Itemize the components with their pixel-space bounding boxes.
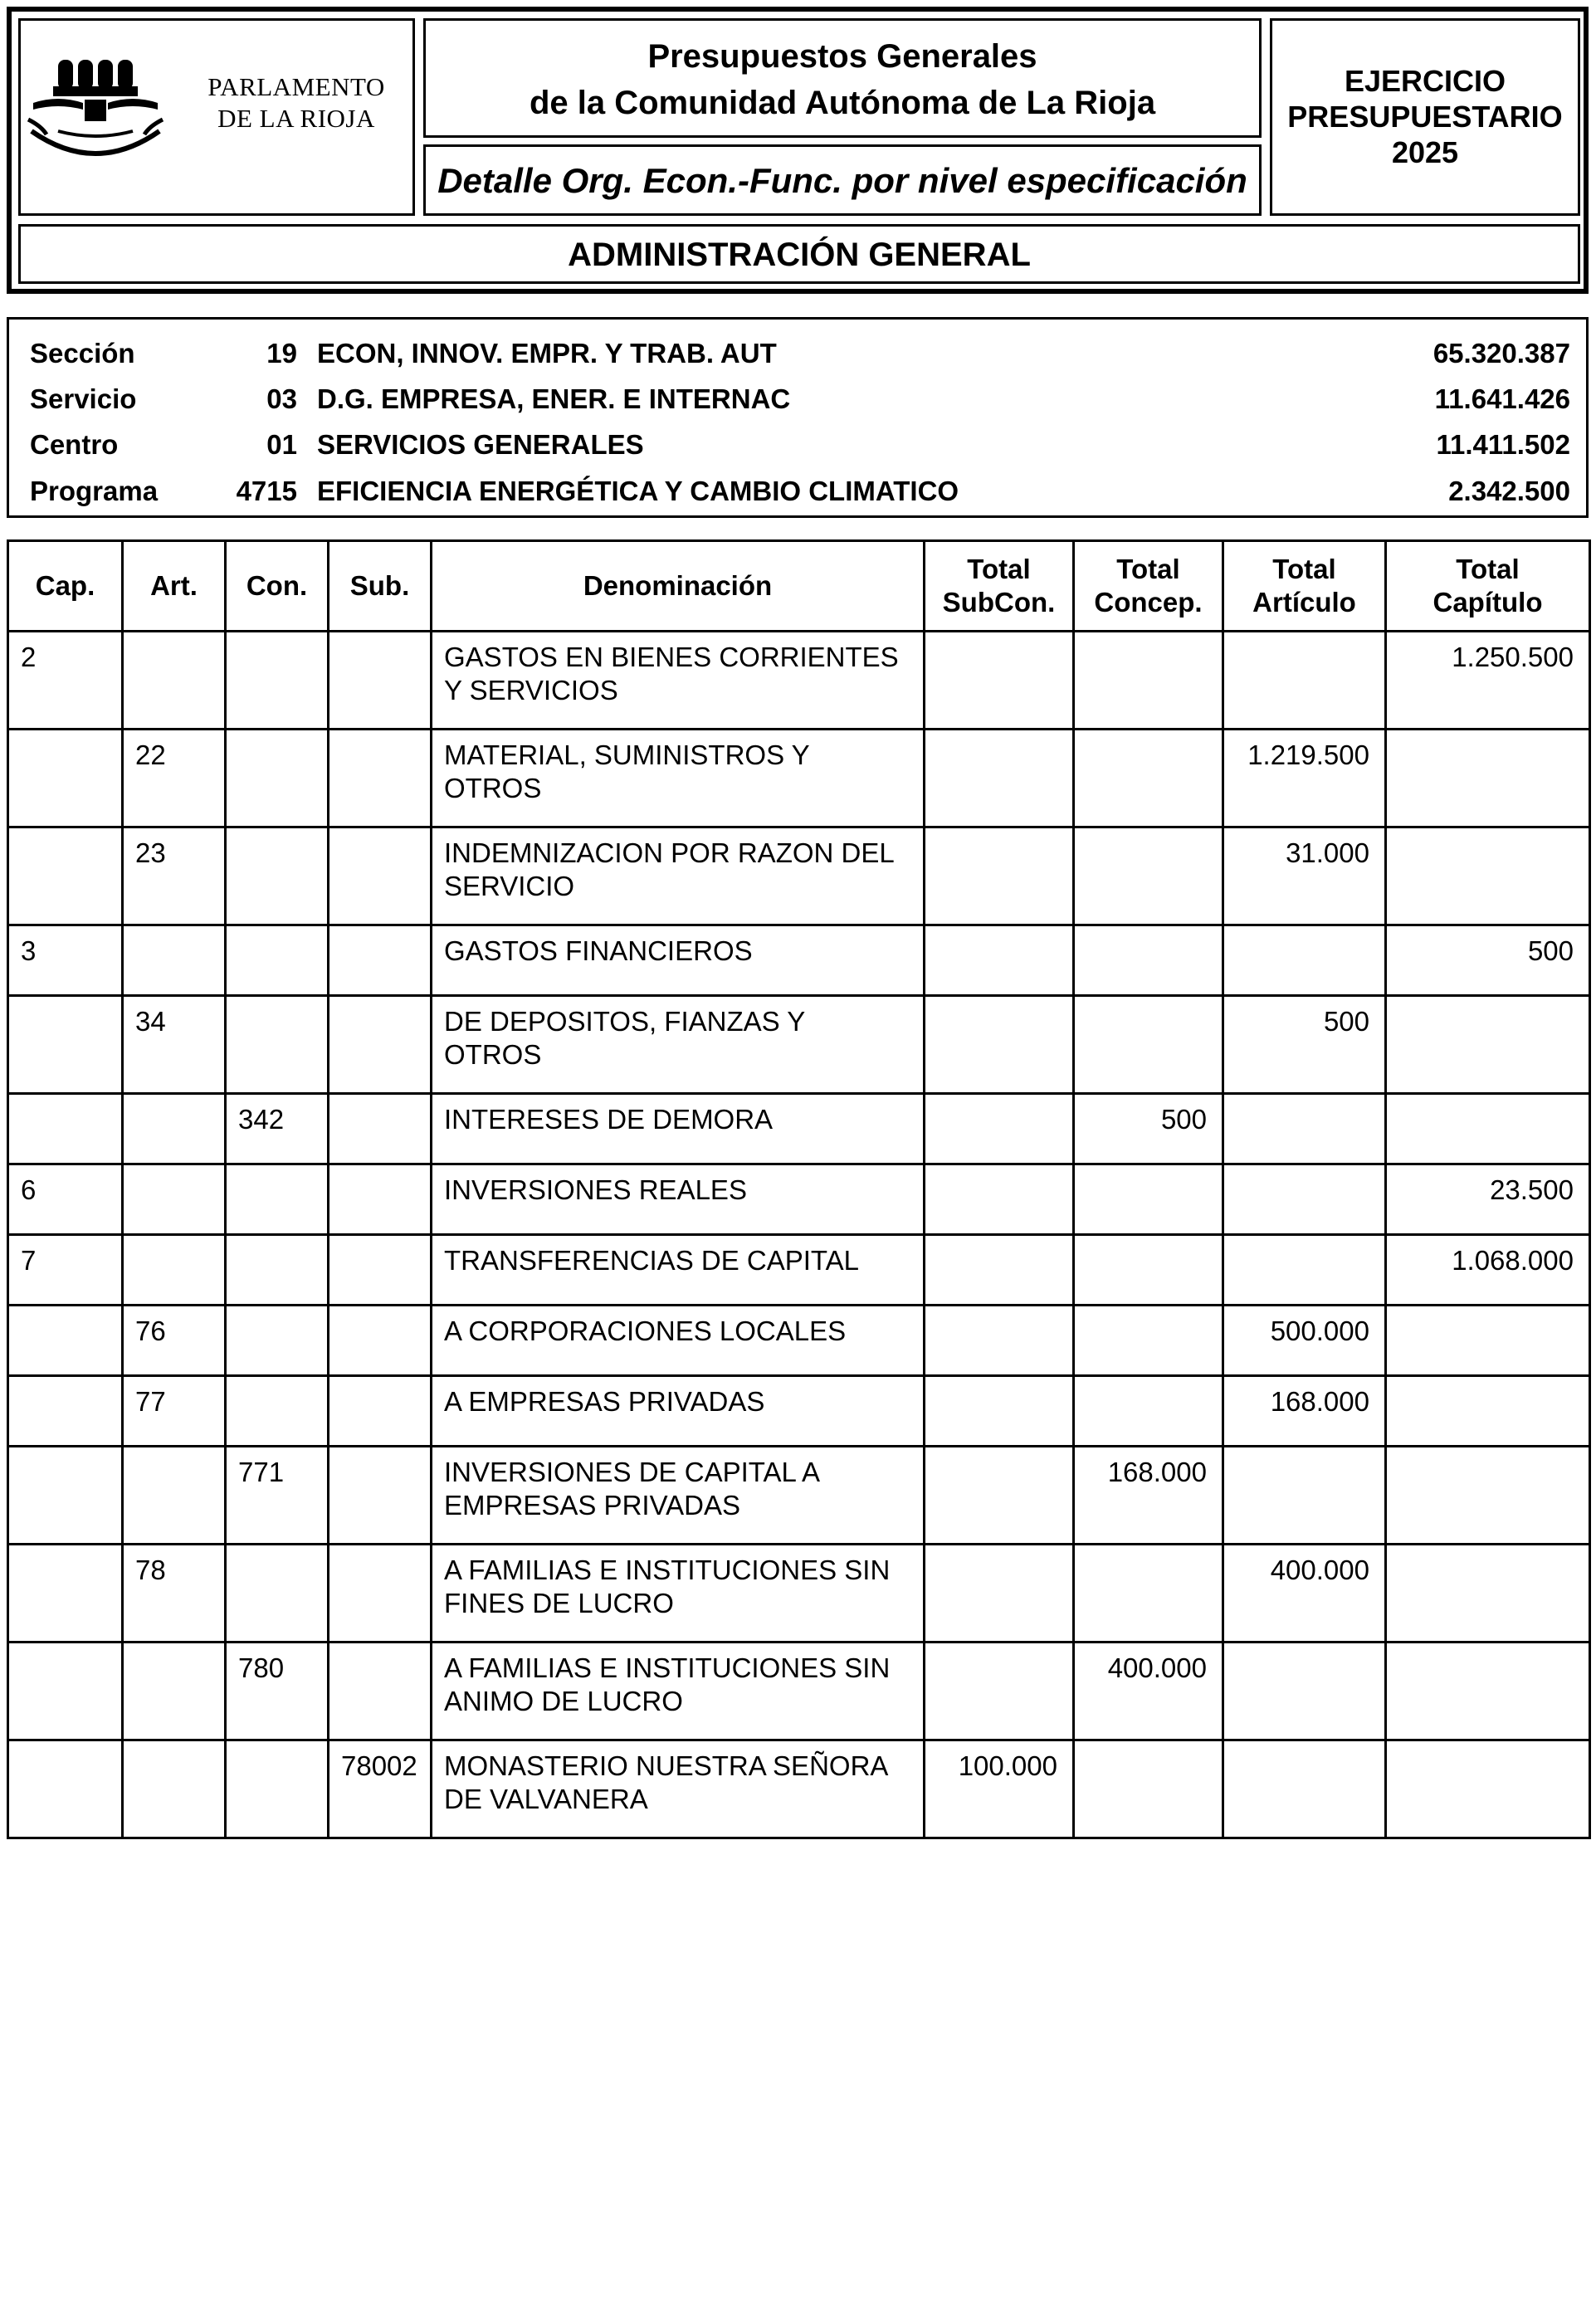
cell-total-capitulo bbox=[1386, 1094, 1590, 1164]
cell-denominacion bbox=[432, 1306, 925, 1376]
info-code: 19 bbox=[266, 338, 297, 369]
cell-total-concep: 168.000 bbox=[1074, 1447, 1223, 1545]
header-total-articulo-line1: Total bbox=[1272, 554, 1336, 584]
table-row bbox=[8, 996, 1590, 1094]
cell-cap bbox=[8, 1306, 123, 1376]
header-total-subcon-line2: SubCon. bbox=[942, 587, 1056, 617]
cell-cap bbox=[8, 1376, 123, 1447]
cell-total-articulo bbox=[1223, 632, 1386, 730]
denominacion-line2: EMPRESAS PRIVADAS bbox=[444, 1490, 740, 1521]
cell-total-subcon bbox=[925, 1376, 1074, 1447]
cell-total-subcon bbox=[925, 1643, 1074, 1740]
cell-total-concep bbox=[1074, 827, 1223, 925]
cell-total-articulo: 500 bbox=[1223, 996, 1386, 1094]
denominacion-line2: DE VALVANERA bbox=[444, 1784, 648, 1814]
cell-denominacion bbox=[432, 1235, 925, 1306]
cell-total-concep: 500 bbox=[1074, 1094, 1223, 1164]
header-total-subcon bbox=[925, 541, 1074, 632]
cell-total-articulo bbox=[1223, 1643, 1386, 1740]
cell-sub bbox=[329, 1235, 432, 1306]
title-line2: de la Comunidad Autónoma de La Rioja bbox=[529, 85, 1156, 121]
cell-total-articulo: 31.000 bbox=[1223, 827, 1386, 925]
cell-total-subcon bbox=[925, 1235, 1074, 1306]
cell-total-capitulo: 1.250.500 bbox=[1386, 632, 1590, 730]
cell-con: 771 bbox=[226, 1447, 329, 1545]
header-total-concep bbox=[1074, 541, 1223, 632]
table-row bbox=[8, 1545, 1590, 1643]
cell-total-capitulo bbox=[1386, 730, 1590, 827]
cell-total-subcon bbox=[925, 1094, 1074, 1164]
budget-table bbox=[7, 539, 1591, 1839]
cell-sub bbox=[329, 1447, 432, 1545]
cell-total-concep: 400.000 bbox=[1074, 1643, 1223, 1740]
info-label: Centro bbox=[30, 429, 119, 460]
cell-sub bbox=[329, 1643, 432, 1740]
cell-denominacion bbox=[432, 1376, 925, 1447]
denominacion-line1: GASTOS EN BIENES CORRIENTES bbox=[444, 642, 899, 672]
cell-total-capitulo bbox=[1386, 996, 1590, 1094]
cell-con bbox=[226, 730, 329, 827]
cell-cap bbox=[8, 1094, 123, 1164]
exercise-label bbox=[1270, 63, 1580, 170]
table-row bbox=[8, 925, 1590, 996]
cell-total-concep bbox=[1074, 1164, 1223, 1235]
cell-total-capitulo bbox=[1386, 1643, 1590, 1740]
cell-art: 22 bbox=[123, 730, 226, 827]
header-art: Art. bbox=[123, 541, 226, 632]
parliament-emblem-icon bbox=[25, 51, 191, 168]
header-total-articulo-line2: Artículo bbox=[1252, 587, 1356, 617]
cell-total-subcon bbox=[925, 827, 1074, 925]
cell-total-articulo: 400.000 bbox=[1223, 1545, 1386, 1643]
table-row bbox=[8, 632, 1590, 730]
title-line1: Presupuestos Generales bbox=[647, 38, 1037, 75]
table-header-row bbox=[8, 541, 1590, 632]
denominacion-line2: ANIMO DE LUCRO bbox=[444, 1686, 683, 1716]
table-row bbox=[8, 1094, 1590, 1164]
cell-total-subcon: 100.000 bbox=[925, 1740, 1074, 1838]
info-row bbox=[7, 422, 1589, 467]
info-label: Sección bbox=[30, 338, 135, 369]
table-row bbox=[8, 1235, 1590, 1306]
info-row bbox=[7, 376, 1589, 422]
cell-con bbox=[226, 1235, 329, 1306]
info-amount: 11.641.426 bbox=[1434, 383, 1570, 414]
denominacion-line1: A CORPORACIONES LOCALES bbox=[444, 1316, 847, 1346]
cell-total-concep bbox=[1074, 1306, 1223, 1376]
cell-sub bbox=[329, 1306, 432, 1376]
header-cap: Cap. bbox=[8, 541, 123, 632]
cell-total-articulo bbox=[1223, 1164, 1386, 1235]
budget-table-body bbox=[8, 632, 1590, 1838]
info-name: D.G. EMPRESA, ENER. E INTERNAC bbox=[317, 383, 791, 414]
document-subtitle: Detalle Org. Econ.-Func. por nivel especificación bbox=[437, 161, 1247, 200]
cell-art bbox=[123, 1740, 226, 1838]
cell-sub bbox=[329, 1164, 432, 1235]
denominacion-line1: GASTOS FINANCIEROS bbox=[444, 935, 753, 966]
cell-denominacion bbox=[432, 925, 925, 996]
cell-art bbox=[123, 632, 226, 730]
cell-con bbox=[226, 1164, 329, 1235]
table-row bbox=[8, 1306, 1590, 1376]
header-total-capitulo-line1: Total bbox=[1456, 554, 1520, 584]
cell-con bbox=[226, 1740, 329, 1838]
info-row bbox=[7, 330, 1589, 376]
cell-total-subcon bbox=[925, 730, 1074, 827]
cell-con bbox=[226, 1545, 329, 1643]
denominacion-line1: A EMPRESAS PRIVADAS bbox=[444, 1386, 765, 1417]
parliament-line2: DE LA RIOJA bbox=[217, 104, 375, 133]
cell-total-capitulo bbox=[1386, 1740, 1590, 1838]
header-total-subcon-line1: Total bbox=[967, 554, 1031, 584]
denominacion-line1: MONASTERIO NUESTRA SEÑORA bbox=[444, 1750, 889, 1781]
cell-art: 23 bbox=[123, 827, 226, 925]
table-row bbox=[8, 1447, 1590, 1545]
cell-art: 78 bbox=[123, 1545, 226, 1643]
info-label: Programa bbox=[30, 476, 159, 506]
cell-total-capitulo bbox=[1386, 1545, 1590, 1643]
cell-con bbox=[226, 632, 329, 730]
cell-total-concep bbox=[1074, 925, 1223, 996]
cell-art bbox=[123, 1235, 226, 1306]
info-label: Servicio bbox=[30, 383, 137, 414]
cell-art: 76 bbox=[123, 1306, 226, 1376]
cell-total-concep bbox=[1074, 730, 1223, 827]
table-row bbox=[8, 1643, 1590, 1740]
header-total-articulo bbox=[1223, 541, 1386, 632]
cell-total-capitulo bbox=[1386, 1376, 1590, 1447]
cell-con: 780 bbox=[226, 1643, 329, 1740]
denominacion-line1: MATERIAL, SUMINISTROS Y bbox=[444, 740, 810, 770]
cell-art bbox=[123, 1094, 226, 1164]
cell-total-articulo bbox=[1223, 1740, 1386, 1838]
cell-denominacion bbox=[432, 1740, 925, 1838]
cell-total-concep bbox=[1074, 632, 1223, 730]
cell-denominacion bbox=[432, 730, 925, 827]
document-title bbox=[423, 33, 1262, 126]
cell-con bbox=[226, 827, 329, 925]
info-code: 03 bbox=[266, 383, 297, 414]
cell-total-subcon bbox=[925, 925, 1074, 996]
cell-denominacion bbox=[432, 996, 925, 1094]
table-row bbox=[8, 1376, 1590, 1447]
cell-art bbox=[123, 925, 226, 996]
cell-denominacion bbox=[432, 1447, 925, 1545]
exercise-year: 2025 bbox=[1391, 135, 1459, 169]
cell-art bbox=[123, 1447, 226, 1545]
header-total-capitulo-line2: Capítulo bbox=[1432, 587, 1543, 617]
cell-total-capitulo: 1.068.000 bbox=[1386, 1235, 1590, 1306]
cell-total-subcon bbox=[925, 1545, 1074, 1643]
denominacion-line1: TRANSFERENCIAS DE CAPITAL bbox=[444, 1245, 859, 1276]
cell-cap bbox=[8, 1545, 123, 1643]
cell-denominacion bbox=[432, 1643, 925, 1740]
denominacion-line1: INVERSIONES REALES bbox=[444, 1174, 747, 1205]
denominacion-line1: INVERSIONES DE CAPITAL A bbox=[444, 1457, 820, 1487]
cell-total-articulo: 1.219.500 bbox=[1223, 730, 1386, 827]
table-row bbox=[8, 827, 1590, 925]
denominacion-line2: Y SERVICIOS bbox=[444, 675, 618, 705]
table-row bbox=[8, 730, 1590, 827]
info-amount: 2.342.500 bbox=[1448, 476, 1570, 506]
cell-denominacion bbox=[432, 1094, 925, 1164]
cell-art: 34 bbox=[123, 996, 226, 1094]
info-name: EFICIENCIA ENERGÉTICA Y CAMBIO CLIMATICO bbox=[317, 476, 959, 506]
header-sub: Sub. bbox=[329, 541, 432, 632]
cell-total-subcon bbox=[925, 632, 1074, 730]
header-con: Con. bbox=[226, 541, 329, 632]
administration-title: ADMINISTRACIÓN GENERAL bbox=[568, 237, 1031, 273]
cell-sub bbox=[329, 632, 432, 730]
info-name: ECON, INNOV. EMPR. Y TRAB. AUT bbox=[317, 338, 777, 369]
cell-denominacion bbox=[432, 1164, 925, 1235]
cell-total-articulo: 168.000 bbox=[1223, 1376, 1386, 1447]
cell-sub bbox=[329, 1094, 432, 1164]
cell-total-articulo: 500.000 bbox=[1223, 1306, 1386, 1376]
cell-total-subcon bbox=[925, 996, 1074, 1094]
cell-total-articulo bbox=[1223, 1447, 1386, 1545]
cell-con bbox=[226, 1376, 329, 1447]
table-row bbox=[8, 1740, 1590, 1838]
exercise-line1: EJERCICIO bbox=[1344, 64, 1506, 98]
header-denominacion: Denominación bbox=[432, 541, 925, 632]
cell-denominacion bbox=[432, 827, 925, 925]
cell-denominacion bbox=[432, 1545, 925, 1643]
info-amount: 11.411.502 bbox=[1436, 429, 1570, 460]
cell-total-concep bbox=[1074, 1740, 1223, 1838]
cell-sub: 78002 bbox=[329, 1740, 432, 1838]
cell-con bbox=[226, 1306, 329, 1376]
cell-cap: 3 bbox=[8, 925, 123, 996]
exercise-line2: PRESUPUESTARIO bbox=[1287, 100, 1563, 134]
cell-sub bbox=[329, 730, 432, 827]
cell-sub bbox=[329, 925, 432, 996]
cell-total-articulo bbox=[1223, 925, 1386, 996]
info-code: 01 bbox=[266, 429, 297, 460]
cell-con: 342 bbox=[226, 1094, 329, 1164]
cell-cap: 6 bbox=[8, 1164, 123, 1235]
cell-cap bbox=[8, 1447, 123, 1545]
info-code: 4715 bbox=[236, 476, 297, 506]
cell-con bbox=[226, 925, 329, 996]
cell-total-capitulo bbox=[1386, 827, 1590, 925]
cell-art bbox=[123, 1164, 226, 1235]
header-total-concep-line1: Total bbox=[1116, 554, 1180, 584]
denominacion-line1: INDEMNIZACION POR RAZON DEL bbox=[444, 837, 895, 868]
denominacion-line2: OTROS bbox=[444, 1039, 542, 1070]
denominacion-line2: SERVICIO bbox=[444, 871, 575, 901]
denominacion-line1: A FAMILIAS E INSTITUCIONES SIN bbox=[444, 1555, 891, 1585]
cell-sub bbox=[329, 1545, 432, 1643]
cell-cap bbox=[8, 996, 123, 1094]
cell-sub bbox=[329, 1376, 432, 1447]
cell-total-subcon bbox=[925, 1164, 1074, 1235]
header-total-concep-line2: Concep. bbox=[1094, 587, 1203, 617]
cell-total-concep bbox=[1074, 1545, 1223, 1643]
cell-cap bbox=[8, 827, 123, 925]
cell-cap bbox=[8, 730, 123, 827]
denominacion-line1: A FAMILIAS E INSTITUCIONES SIN bbox=[444, 1652, 891, 1683]
header-total-capitulo bbox=[1386, 541, 1590, 632]
cell-cap bbox=[8, 1643, 123, 1740]
parliament-name bbox=[193, 71, 400, 134]
table-row bbox=[8, 1164, 1590, 1235]
cell-total-articulo bbox=[1223, 1094, 1386, 1164]
cell-cap bbox=[8, 1740, 123, 1838]
parliament-line1: PARLAMENTO bbox=[207, 72, 385, 101]
cell-art: 77 bbox=[123, 1376, 226, 1447]
denominacion-line1: DE DEPOSITOS, FIANZAS Y bbox=[444, 1006, 806, 1037]
cell-total-concep bbox=[1074, 1376, 1223, 1447]
cell-total-capitulo: 500 bbox=[1386, 925, 1590, 996]
cell-cap: 2 bbox=[8, 632, 123, 730]
denominacion-line1: INTERESES DE DEMORA bbox=[444, 1104, 774, 1135]
info-row bbox=[7, 468, 1589, 514]
cell-sub bbox=[329, 827, 432, 925]
cell-con bbox=[226, 996, 329, 1094]
denominacion-line2: OTROS bbox=[444, 773, 542, 803]
cell-denominacion bbox=[432, 632, 925, 730]
denominacion-line2: FINES DE LUCRO bbox=[444, 1588, 674, 1618]
cell-total-capitulo: 23.500 bbox=[1386, 1164, 1590, 1235]
cell-total-concep bbox=[1074, 996, 1223, 1094]
info-name: SERVICIOS GENERALES bbox=[317, 429, 644, 460]
cell-sub bbox=[329, 996, 432, 1094]
cell-total-concep bbox=[1074, 1235, 1223, 1306]
info-amount: 65.320.387 bbox=[1432, 338, 1570, 369]
cell-total-capitulo bbox=[1386, 1306, 1590, 1376]
cell-total-subcon bbox=[925, 1447, 1074, 1545]
cell-total-capitulo bbox=[1386, 1447, 1590, 1545]
cell-total-subcon bbox=[925, 1306, 1074, 1376]
cell-cap: 7 bbox=[8, 1235, 123, 1306]
cell-art bbox=[123, 1643, 226, 1740]
cell-total-articulo bbox=[1223, 1235, 1386, 1306]
